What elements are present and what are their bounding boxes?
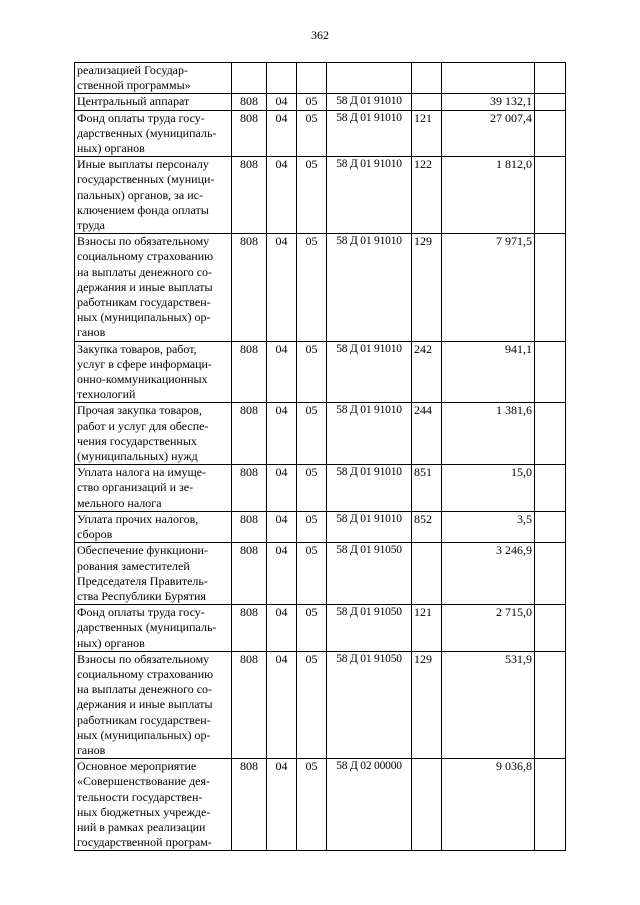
table-row: [75, 157, 566, 234]
table-row: [75, 403, 566, 465]
cell-amount: 27 007,4: [442, 110, 535, 157]
cell-target-article: 58 Д 01 91010: [327, 511, 412, 542]
cell-target-article: 58 Д 01 91050: [327, 543, 412, 605]
cell-subsection-code: 05: [297, 511, 327, 542]
cell-ministry-code: 808: [232, 543, 267, 605]
cell-ministry-code: [232, 63, 267, 94]
cell-empty: [535, 157, 566, 234]
cell-name: Фонд оплаты труда госу- дарственных (муниципаль- ных) органов: [75, 605, 232, 652]
cell-subsection-code: 05: [297, 759, 327, 851]
cell-amount: 9 036,8: [442, 759, 535, 851]
table-row: [75, 341, 566, 403]
cell-section-code: [267, 63, 297, 94]
cell-empty: [535, 94, 566, 110]
cell-section-code: 04: [267, 465, 297, 512]
cell-section-code: 04: [267, 759, 297, 851]
cell-section-code: 04: [267, 94, 297, 110]
cell-empty: [535, 341, 566, 403]
cell-subsection-code: 05: [297, 94, 327, 110]
cell-ministry-code: 808: [232, 94, 267, 110]
cell-expense-type: 244: [412, 403, 442, 465]
cell-section-code: 04: [267, 651, 297, 758]
cell-section-code: 04: [267, 543, 297, 605]
cell-ministry-code: 808: [232, 110, 267, 157]
cell-ministry-code: 808: [232, 511, 267, 542]
cell-ministry-code: 808: [232, 341, 267, 403]
cell-target-article: [327, 63, 412, 94]
table-row: [75, 511, 566, 542]
cell-expense-type: [412, 759, 442, 851]
cell-expense-type: 122: [412, 157, 442, 234]
cell-empty: [535, 543, 566, 605]
table-row: [75, 94, 566, 110]
cell-ministry-code: 808: [232, 759, 267, 851]
cell-section-code: 04: [267, 341, 297, 403]
cell-amount: 941,1: [442, 341, 535, 403]
cell-expense-type: 121: [412, 110, 442, 157]
cell-section-code: 04: [267, 511, 297, 542]
cell-empty: [535, 234, 566, 341]
cell-target-article: 58 Д 02 00000: [327, 759, 412, 851]
table-row: [75, 605, 566, 652]
cell-expense-type: 129: [412, 651, 442, 758]
cell-empty: [535, 605, 566, 652]
cell-target-article: 58 Д 01 91010: [327, 465, 412, 512]
cell-target-article: 58 Д 01 91010: [327, 157, 412, 234]
cell-subsection-code: [297, 63, 327, 94]
cell-expense-type: [412, 543, 442, 605]
table-row: [75, 234, 566, 341]
cell-amount: [442, 63, 535, 94]
cell-name: Взносы по обязательному социальному страхованию на выплаты денежного со- держания и иные выплаты работникам государствен- ных (муниципальных) ор- ганов: [75, 234, 232, 341]
cell-name: Прочая закупка товаров, работ и услуг для обеспе- чения государственных (муниципальных) нужд: [75, 403, 232, 465]
cell-target-article: 58 Д 01 91050: [327, 605, 412, 652]
cell-section-code: 04: [267, 110, 297, 157]
cell-expense-type: [412, 63, 442, 94]
cell-target-article: 58 Д 01 91010: [327, 403, 412, 465]
cell-amount: 3,5: [442, 511, 535, 542]
cell-subsection-code: 05: [297, 110, 327, 157]
cell-subsection-code: 05: [297, 651, 327, 758]
cell-name: Взносы по обязательному социальному страхованию на выплаты денежного со- держания и иные выплаты работникам государствен- ных (муниципальных) ор- ганов: [75, 651, 232, 758]
cell-name: Основное мероприятие «Совершенствование дея- тельности государствен- ных бюджетных учрежде- ний в рамках реализации государственной програм-: [75, 759, 232, 851]
page-number: 362: [311, 28, 329, 42]
cell-expense-type: [412, 94, 442, 110]
cell-target-article: 58 Д 01 91010: [327, 234, 412, 341]
cell-section-code: 04: [267, 605, 297, 652]
cell-subsection-code: 05: [297, 341, 327, 403]
cell-expense-type: 852: [412, 511, 442, 542]
cell-ministry-code: 808: [232, 465, 267, 512]
cell-ministry-code: 808: [232, 157, 267, 234]
cell-amount: 3 246,9: [442, 543, 535, 605]
cell-name: Уплата прочих налогов, сборов: [75, 511, 232, 542]
cell-ministry-code: 808: [232, 234, 267, 341]
table-row: [75, 759, 566, 851]
cell-name: Центральный аппарат: [75, 94, 232, 110]
cell-empty: [535, 403, 566, 465]
cell-empty: [535, 759, 566, 851]
table-row: [75, 543, 566, 605]
cell-amount: 39 132,1: [442, 94, 535, 110]
cell-target-article: 58 Д 01 91010: [327, 341, 412, 403]
cell-subsection-code: 05: [297, 234, 327, 341]
cell-target-article: 58 Д 01 91010: [327, 94, 412, 110]
cell-section-code: 04: [267, 157, 297, 234]
cell-ministry-code: 808: [232, 605, 267, 652]
cell-expense-type: 242: [412, 341, 442, 403]
cell-name: Закупка товаров, работ, услуг в сфере информаци- онно-коммуникационных технологий: [75, 341, 232, 403]
table-row: [75, 651, 566, 758]
cell-subsection-code: 05: [297, 403, 327, 465]
cell-amount: 15,0: [442, 465, 535, 512]
cell-subsection-code: 05: [297, 465, 327, 512]
cell-target-article: 58 Д 01 91010: [327, 110, 412, 157]
cell-name: Уплата налога на имуще- ство организаций и зе- мельного налога: [75, 465, 232, 512]
cell-subsection-code: 05: [297, 605, 327, 652]
table-row: [75, 63, 566, 94]
budget-table: [74, 62, 566, 851]
cell-ministry-code: 808: [232, 403, 267, 465]
cell-section-code: 04: [267, 234, 297, 341]
cell-ministry-code: 808: [232, 651, 267, 758]
cell-amount: 2 715,0: [442, 605, 535, 652]
cell-amount: 531,9: [442, 651, 535, 758]
table-row: [75, 110, 566, 157]
cell-amount: 1 381,6: [442, 403, 535, 465]
cell-amount: 7 971,5: [442, 234, 535, 341]
cell-empty: [535, 63, 566, 94]
cell-amount: 1 812,0: [442, 157, 535, 234]
cell-section-code: 04: [267, 403, 297, 465]
cell-name: Фонд оплаты труда госу- дарственных (муниципаль- ных) органов: [75, 110, 232, 157]
cell-empty: [535, 511, 566, 542]
cell-expense-type: 121: [412, 605, 442, 652]
cell-expense-type: 851: [412, 465, 442, 512]
cell-empty: [535, 651, 566, 758]
cell-empty: [535, 465, 566, 512]
cell-name: Обеспечение функциони- рования заместителей Председателя Правитель- ства Республики Бурятия: [75, 543, 232, 605]
cell-subsection-code: 05: [297, 157, 327, 234]
cell-expense-type: 129: [412, 234, 442, 341]
cell-name: реализацией Государ- ственной программы»: [75, 63, 232, 94]
table-row: [75, 465, 566, 512]
cell-name: Иные выплаты персоналу государственных (муници- пальных) органов, за ис- ключением фонда оплаты труда: [75, 157, 232, 234]
cell-target-article: 58 Д 01 91050: [327, 651, 412, 758]
cell-empty: [535, 110, 566, 157]
cell-subsection-code: 05: [297, 543, 327, 605]
